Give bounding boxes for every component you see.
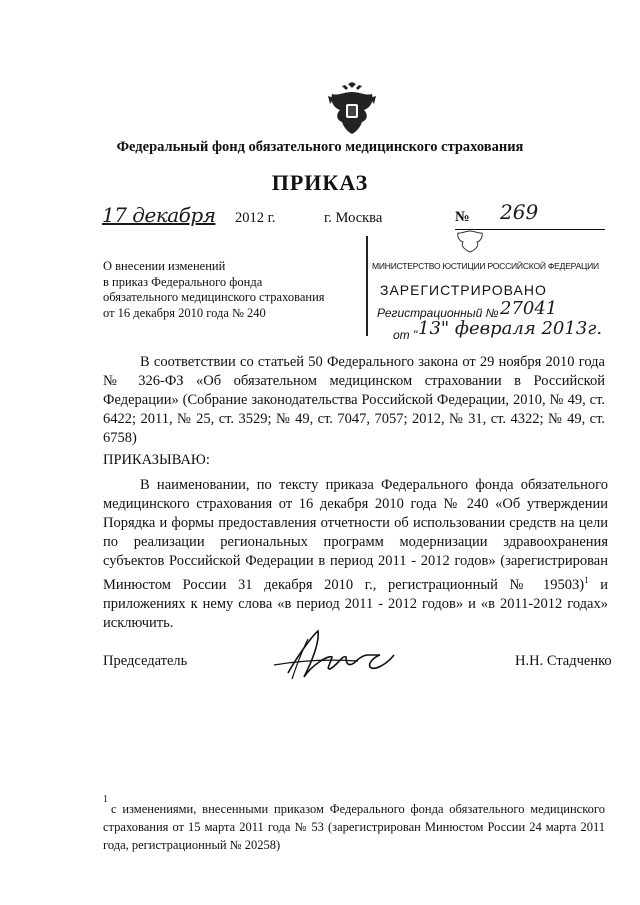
preamble-text: В соответствии со статьей 50 Федерального закона от 29 ноября 2010 года № 326-ФЗ «Об обязательном медицинском страховании в Российской Федерации» (Собрание законодательства Российской Федерации, 2010, № 49, ст. 6422; 2011, № 25, ст. 3529; № 49, ст. 7047, 7057; 2012, № 31, ст. 4322; № 49, ст. 6758) (103, 354, 605, 446)
handwritten-date: 17 декабря (102, 203, 216, 227)
document-year: 2012 г. (235, 210, 276, 226)
stamp-registered: ЗАРЕГИСТРИРОВАНО (380, 282, 547, 298)
order-text (103, 476, 608, 633)
stamp-regnum-value: 27041 (500, 298, 558, 319)
footnote-mark: 1 (103, 794, 108, 805)
stamp-border (366, 236, 368, 336)
order-text-end: и приложениях к нему слова «в период 2011 - 2012 годов» и «в 2011-2012 годах» исключить. (103, 576, 608, 631)
preamble-paragraph (103, 353, 605, 448)
signatory-title: Председатель (103, 653, 188, 669)
order-paragraph (103, 476, 608, 633)
handwritten-signature (268, 625, 403, 685)
subject-line: обязательного медицинского страхования (103, 290, 325, 304)
number-sign: № (455, 209, 470, 225)
subject-line: в приказ Федерального фонда (103, 274, 263, 289)
organization-title: Федеральный фонд обязательного медицинского страхования (116, 139, 524, 155)
footnote-reference: 1 (584, 575, 589, 585)
order-text-main: В наименовании, по тексту приказа Федерального фонда обязательного медицинского страхования от 16 декабря 2010 года № 240 «Об утверждении Порядка и формы предоставления отчетности об использовании средств на цели по реализации региональных программ модернизации здравоохранения субъектов Российской Федерации в период 2011 - 2012 годов» (зарегистрирован Минюстом России 31 декабря 2010 г., регистрационный № 19503) (103, 477, 608, 593)
stamp-eagle-icon (455, 228, 485, 254)
stamp-date-value: 13" февраля 2013г. (418, 318, 603, 339)
stamp-date-prefix: от " (393, 328, 418, 342)
subject-line: О внесении изменений (103, 259, 226, 273)
order-subject (103, 259, 325, 321)
document-title: ПРИКАЗ (271, 170, 369, 195)
handwritten-number: 269 (500, 200, 539, 224)
footnote-text: с изменениями, внесенными приказом Федерального фонда обязательного медицинского страхования от 15 марта 2011 года № 53 (зарегистрирован Минюстом России 24 марта 2011 года, регистрационный № 20258) (103, 802, 605, 852)
signatory-name: Н.Н. Стадченко (515, 653, 612, 669)
subject-line: от 16 декабря 2010 года № 240 (103, 305, 266, 320)
coat-of-arms-emblem (326, 82, 378, 136)
document-city: г. Москва (324, 210, 383, 226)
stamp-regnum-label: Регистрационный № (377, 306, 499, 320)
stamp-ministry: МИНИСТЕРСТВО ЮСТИЦИИ РОССИЙСКОЙ ФЕДЕРАЦИИ (372, 261, 599, 271)
order-heading: ПРИКАЗЫВАЮ: (103, 452, 210, 468)
footnote (103, 800, 605, 854)
